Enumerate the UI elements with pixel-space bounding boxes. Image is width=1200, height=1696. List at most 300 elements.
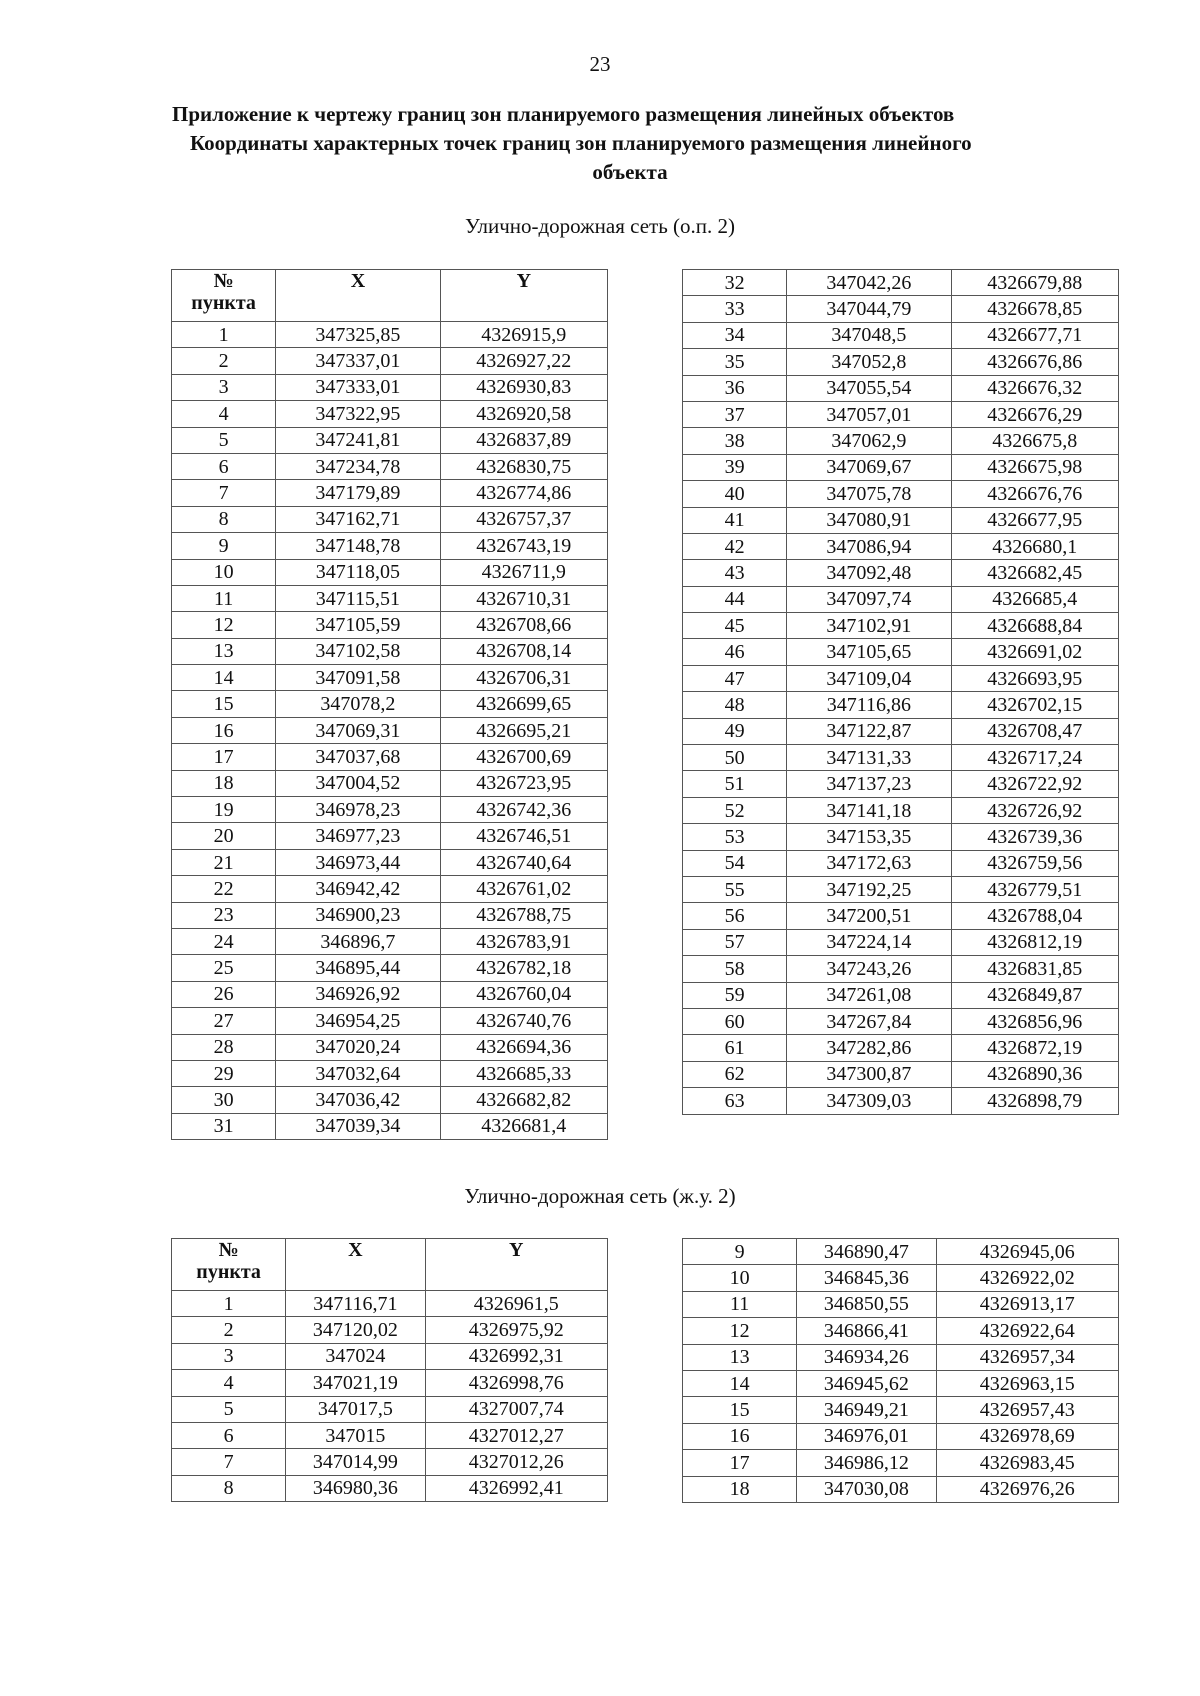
point-number-cell: 6 [172,1422,286,1448]
point-number-cell: 22 [172,876,276,902]
y-coordinate-cell: 4326676,86 [951,349,1118,375]
point-number-cell: 30 [172,1087,276,1113]
point-number-cell: 53 [683,824,787,850]
point-number-cell: 7 [172,480,276,506]
y-coordinate-cell: 4326961,5 [425,1291,607,1317]
header-point-number [172,1239,286,1291]
x-coordinate-cell: 347062,9 [787,428,951,454]
y-coordinate-cell: 4326694,36 [440,1034,607,1060]
x-coordinate-cell: 347075,78 [787,481,951,507]
y-coordinate-cell: 4326710,31 [440,585,607,611]
point-number-cell: 2 [172,348,276,374]
x-coordinate-cell: 347039,34 [276,1113,440,1139]
x-coordinate-cell: 346926,92 [276,981,440,1007]
table-row [172,928,608,954]
point-number-cell: 23 [172,902,276,928]
point-number-cell: 41 [683,507,787,533]
x-coordinate-cell: 347322,95 [276,401,440,427]
y-coordinate-cell: 4326957,34 [936,1344,1118,1370]
document-heading [160,100,1100,187]
table-row [683,613,1119,639]
table-row [172,1060,608,1086]
y-coordinate-cell: 4326676,32 [951,375,1118,401]
x-coordinate-cell: 347115,51 [276,585,440,611]
header-point-word: пункта [191,292,256,314]
table-row [172,717,608,743]
table-row [683,533,1119,559]
x-coordinate-cell: 347337,01 [276,348,440,374]
y-coordinate-cell: 4326788,75 [440,902,607,928]
y-coordinate-cell: 4326678,85 [951,296,1118,322]
table-row [683,1291,1119,1317]
table-row [683,797,1119,823]
y-coordinate-cell: 4326688,84 [951,613,1118,639]
page-number: 23 [589,52,611,76]
x-coordinate-cell: 347179,89 [276,480,440,506]
table-row [172,533,608,559]
table-row [683,401,1119,427]
point-number-cell: 4 [172,401,276,427]
x-coordinate-cell: 347300,87 [787,1061,951,1087]
header-y: Y [440,270,607,322]
x-coordinate-cell: 346954,25 [276,1008,440,1034]
y-coordinate-cell: 4326849,87 [951,982,1118,1008]
x-coordinate-cell: 347109,04 [787,665,951,691]
point-number-cell: 58 [683,956,787,982]
header-point-number [172,270,276,322]
y-coordinate-cell: 4326760,04 [440,981,607,1007]
y-coordinate-cell: 4326963,15 [936,1370,1118,1396]
x-coordinate-cell: 347200,51 [787,903,951,929]
y-coordinate-cell: 4326872,19 [951,1035,1118,1061]
table-row [172,1370,608,1396]
point-number-cell: 16 [683,1423,797,1449]
table-row [683,1344,1119,1370]
table-row [172,1087,608,1113]
y-coordinate-cell: 4326945,06 [936,1239,1118,1265]
point-number-cell: 63 [683,1088,787,1114]
point-number-cell: 43 [683,560,787,586]
y-coordinate-cell: 4326708,66 [440,612,607,638]
header-number-sign: № [218,1239,239,1261]
x-coordinate-cell: 347153,35 [787,824,951,850]
x-coordinate-cell: 346895,44 [276,955,440,981]
table-row [683,1423,1119,1449]
table-row [683,1008,1119,1034]
y-coordinate-cell: 4326992,41 [425,1475,607,1501]
table-row [172,638,608,664]
point-number-cell: 8 [172,1475,286,1501]
point-number-cell: 4 [172,1370,286,1396]
table-row [683,349,1119,375]
point-number-cell: 1 [172,1291,286,1317]
y-coordinate-cell: 4326676,76 [951,481,1118,507]
point-number-cell: 54 [683,850,787,876]
point-number-cell: 9 [683,1239,797,1265]
x-coordinate-cell: 347004,52 [276,770,440,796]
table-row [172,1008,608,1034]
point-number-cell: 15 [172,691,276,717]
point-number-cell: 62 [683,1061,787,1087]
y-coordinate-cell: 4326717,24 [951,745,1118,771]
y-coordinate-cell: 4326743,19 [440,533,607,559]
point-number-cell: 12 [172,612,276,638]
y-coordinate-cell: 4326837,89 [440,427,607,453]
table-row [683,1318,1119,1344]
x-coordinate-cell: 346973,44 [276,849,440,875]
table-row [683,1035,1119,1061]
table-row [683,1265,1119,1291]
table-row [683,560,1119,586]
x-coordinate-cell: 347122,87 [787,718,951,744]
table-row [172,1475,608,1501]
point-number-cell: 39 [683,454,787,480]
x-coordinate-cell: 347024 [286,1343,425,1369]
y-coordinate-cell: 4326779,51 [951,876,1118,902]
table-row [172,665,608,691]
table-row [683,639,1119,665]
x-coordinate-cell: 347020,24 [276,1034,440,1060]
table-row [172,1113,608,1139]
y-coordinate-cell: 4326957,43 [936,1397,1118,1423]
y-coordinate-cell: 4326679,88 [951,270,1118,296]
point-number-cell: 19 [172,797,276,823]
table-row [172,981,608,1007]
y-coordinate-cell: 4326691,02 [951,639,1118,665]
x-coordinate-cell: 347131,33 [787,745,951,771]
y-coordinate-cell: 4326699,65 [440,691,607,717]
x-coordinate-cell: 346934,26 [797,1344,936,1370]
x-coordinate-cell: 347092,48 [787,560,951,586]
table-row [172,1291,608,1317]
x-coordinate-cell: 347048,5 [787,322,951,348]
y-coordinate-cell: 4326913,17 [936,1291,1118,1317]
y-coordinate-cell: 4326922,02 [936,1265,1118,1291]
y-coordinate-cell: 4326746,51 [440,823,607,849]
x-coordinate-cell: 346850,55 [797,1291,936,1317]
x-coordinate-cell: 347102,91 [787,613,951,639]
point-number-cell: 2 [172,1317,286,1343]
y-coordinate-cell: 4326702,15 [951,692,1118,718]
table-row [172,744,608,770]
x-coordinate-cell: 347086,94 [787,533,951,559]
y-coordinate-cell: 4326685,33 [440,1060,607,1086]
point-number-cell: 32 [683,270,787,296]
x-coordinate-cell: 346942,42 [276,876,440,902]
table-row [172,1422,608,1448]
table-row [683,824,1119,850]
point-number-cell: 14 [683,1370,797,1396]
point-number-cell: 26 [172,981,276,1007]
x-coordinate-cell: 347044,79 [787,296,951,322]
point-number-cell: 20 [172,823,276,849]
point-number-cell: 13 [683,1344,797,1370]
table-row [172,1449,608,1475]
point-number-cell: 37 [683,401,787,427]
table-row [172,427,608,453]
x-coordinate-cell: 347118,05 [276,559,440,585]
table-row [683,1088,1119,1114]
point-number-cell: 61 [683,1035,787,1061]
point-number-cell: 1 [172,322,276,348]
x-coordinate-cell: 346896,7 [276,928,440,954]
y-coordinate-cell: 4326930,83 [440,374,607,400]
table-row [683,1450,1119,1476]
x-coordinate-cell: 347069,31 [276,717,440,743]
point-number-cell: 48 [683,692,787,718]
x-coordinate-cell: 347120,02 [286,1317,425,1343]
y-coordinate-cell: 4326693,95 [951,665,1118,691]
point-number-cell: 34 [683,322,787,348]
table-row [683,296,1119,322]
y-coordinate-cell: 4326711,9 [440,559,607,585]
point-number-cell: 13 [172,638,276,664]
table-row [172,1034,608,1060]
y-coordinate-cell: 4326676,29 [951,401,1118,427]
x-coordinate-cell: 347137,23 [787,771,951,797]
table-row [172,559,608,585]
point-number-cell: 11 [172,585,276,611]
y-coordinate-cell: 4326922,64 [936,1318,1118,1344]
point-number-cell: 7 [172,1449,286,1475]
point-number-cell: 59 [683,982,787,1008]
y-coordinate-cell: 4326898,79 [951,1088,1118,1114]
point-number-cell: 35 [683,349,787,375]
point-number-cell: 42 [683,533,787,559]
y-coordinate-cell: 4326675,8 [951,428,1118,454]
x-coordinate-cell: 347021,19 [286,1370,425,1396]
x-coordinate-cell: 347032,64 [276,1060,440,1086]
point-number-cell: 40 [683,481,787,507]
y-coordinate-cell: 4326695,21 [440,717,607,743]
x-coordinate-cell: 347116,71 [286,1291,425,1317]
x-coordinate-cell: 347078,2 [276,691,440,717]
point-number-cell: 33 [683,296,787,322]
point-number-cell: 8 [172,506,276,532]
y-coordinate-cell: 4326927,22 [440,348,607,374]
x-coordinate-cell: 346977,23 [276,823,440,849]
table-row [172,823,608,849]
point-number-cell: 12 [683,1318,797,1344]
table-row [172,453,608,479]
y-coordinate-cell: 4326788,04 [951,903,1118,929]
table-row [172,322,608,348]
table-row [683,956,1119,982]
y-coordinate-cell: 4326783,91 [440,928,607,954]
table-row [683,850,1119,876]
table-row [172,955,608,981]
table-row [683,665,1119,691]
y-coordinate-cell: 4326708,47 [951,718,1118,744]
x-coordinate-cell: 347241,81 [276,427,440,453]
x-coordinate-cell: 346945,62 [797,1370,936,1396]
header-number-sign: № [213,270,234,292]
x-coordinate-cell: 346866,41 [797,1318,936,1344]
x-coordinate-cell: 347267,84 [787,1008,951,1034]
x-coordinate-cell: 347282,86 [787,1035,951,1061]
x-coordinate-cell: 347037,68 [276,744,440,770]
x-coordinate-cell: 347141,18 [787,797,951,823]
point-number-cell: 10 [683,1265,797,1291]
point-number-cell: 10 [172,559,276,585]
y-coordinate-cell: 4326740,76 [440,1008,607,1034]
y-coordinate-cell: 4326774,86 [440,480,607,506]
table-row [172,876,608,902]
section-2-title: Улично-дорожная сеть (ж.у. 2) [464,1184,736,1208]
table-row [172,797,608,823]
y-coordinate-cell: 4326983,45 [936,1450,1118,1476]
table-row [683,1061,1119,1087]
heading-line-2: Координаты характерных точек границ зон планируемого размещения линейного [190,131,972,155]
x-coordinate-cell: 347192,25 [787,876,951,902]
table-row [683,1397,1119,1423]
point-number-cell: 57 [683,929,787,955]
table-row [683,375,1119,401]
x-coordinate-cell: 347116,86 [787,692,951,718]
heading-line-3: объекта [592,160,668,184]
table-row [683,507,1119,533]
point-number-cell: 25 [172,955,276,981]
point-number-cell: 56 [683,903,787,929]
table-row [683,1476,1119,1502]
x-coordinate-cell: 347224,14 [787,929,951,955]
x-coordinate-cell: 347057,01 [787,401,951,427]
table-row [683,1370,1119,1396]
point-number-cell: 6 [172,453,276,479]
table-row [683,322,1119,348]
table-row [683,982,1119,1008]
point-number-cell: 55 [683,876,787,902]
table-row [683,903,1119,929]
y-coordinate-cell: 4326722,92 [951,771,1118,797]
table-row [172,348,608,374]
table-row [683,929,1119,955]
header-x: X [286,1239,425,1291]
x-coordinate-cell: 346949,21 [797,1397,936,1423]
header-point-word: пункта [196,1261,261,1283]
x-coordinate-cell: 346986,12 [797,1450,936,1476]
y-coordinate-cell: 4326757,37 [440,506,607,532]
x-coordinate-cell: 347333,01 [276,374,440,400]
y-coordinate-cell: 4326975,92 [425,1317,607,1343]
point-number-cell: 36 [683,375,787,401]
x-coordinate-cell: 346845,36 [797,1265,936,1291]
x-coordinate-cell: 347105,65 [787,639,951,665]
y-coordinate-cell: 4326739,36 [951,824,1118,850]
y-coordinate-cell: 4326740,64 [440,849,607,875]
table-row [683,745,1119,771]
table-row [172,374,608,400]
table-row [683,481,1119,507]
x-coordinate-cell: 347325,85 [276,322,440,348]
table-row [172,770,608,796]
y-coordinate-cell: 4326761,02 [440,876,607,902]
x-coordinate-cell: 346980,36 [286,1475,425,1501]
y-coordinate-cell: 4326976,26 [936,1476,1118,1502]
x-coordinate-cell: 347091,58 [276,665,440,691]
header-y: Y [425,1239,607,1291]
y-coordinate-cell: 4326759,56 [951,850,1118,876]
x-coordinate-cell: 347261,08 [787,982,951,1008]
y-coordinate-cell: 4327012,27 [425,1422,607,1448]
point-number-cell: 3 [172,1343,286,1369]
x-coordinate-cell: 347014,99 [286,1449,425,1475]
x-coordinate-cell: 347309,03 [787,1088,951,1114]
y-coordinate-cell: 4326992,31 [425,1343,607,1369]
x-coordinate-cell: 346976,01 [797,1423,936,1449]
table-row [172,612,608,638]
table-row [172,691,608,717]
y-coordinate-cell: 4326677,95 [951,507,1118,533]
y-coordinate-cell: 4326700,69 [440,744,607,770]
table-row [172,1343,608,1369]
y-coordinate-cell: 4326978,69 [936,1423,1118,1449]
point-number-cell: 5 [172,1396,286,1422]
point-number-cell: 21 [172,849,276,875]
y-coordinate-cell: 4326812,19 [951,929,1118,955]
y-coordinate-cell: 4326682,82 [440,1087,607,1113]
y-coordinate-cell: 4326920,58 [440,401,607,427]
y-coordinate-cell: 4326680,1 [951,533,1118,559]
point-number-cell: 17 [683,1450,797,1476]
table-row [683,1239,1119,1265]
y-coordinate-cell: 4326706,31 [440,665,607,691]
point-number-cell: 9 [172,533,276,559]
x-coordinate-cell: 346890,47 [797,1239,936,1265]
table-row [172,902,608,928]
x-coordinate-cell: 347052,8 [787,349,951,375]
x-coordinate-cell: 347148,78 [276,533,440,559]
y-coordinate-cell: 4326708,14 [440,638,607,664]
x-coordinate-cell: 347015 [286,1422,425,1448]
point-number-cell: 16 [172,717,276,743]
table-row [172,1396,608,1422]
y-coordinate-cell: 4326998,76 [425,1370,607,1396]
y-coordinate-cell: 4326742,36 [440,797,607,823]
point-number-cell: 14 [172,665,276,691]
table-row [683,876,1119,902]
point-number-cell: 18 [172,770,276,796]
point-number-cell: 50 [683,745,787,771]
x-coordinate-cell: 347234,78 [276,453,440,479]
point-number-cell: 18 [683,1476,797,1502]
point-number-cell: 31 [172,1113,276,1139]
section-1-title: Улично-дорожная сеть (о.п. 2) [464,214,736,238]
section-2-table-left [171,1238,608,1502]
section-1-table-left [171,269,608,1140]
x-coordinate-cell: 347055,54 [787,375,951,401]
point-number-cell: 27 [172,1008,276,1034]
table-row [683,586,1119,612]
y-coordinate-cell: 4326682,45 [951,560,1118,586]
x-coordinate-cell: 347036,42 [276,1087,440,1113]
y-coordinate-cell: 4326890,36 [951,1061,1118,1087]
table-row [172,401,608,427]
table-row [683,718,1119,744]
x-coordinate-cell: 347030,08 [797,1476,936,1502]
x-coordinate-cell: 347243,26 [787,956,951,982]
section-1-table-right [682,269,1119,1115]
point-number-cell: 44 [683,586,787,612]
point-number-cell: 24 [172,928,276,954]
point-number-cell: 60 [683,1008,787,1034]
y-coordinate-cell: 4326831,85 [951,956,1118,982]
point-number-cell: 28 [172,1034,276,1060]
point-number-cell: 3 [172,374,276,400]
x-coordinate-cell: 347102,58 [276,638,440,664]
y-coordinate-cell: 4326782,18 [440,955,607,981]
y-coordinate-cell: 4326681,4 [440,1113,607,1139]
